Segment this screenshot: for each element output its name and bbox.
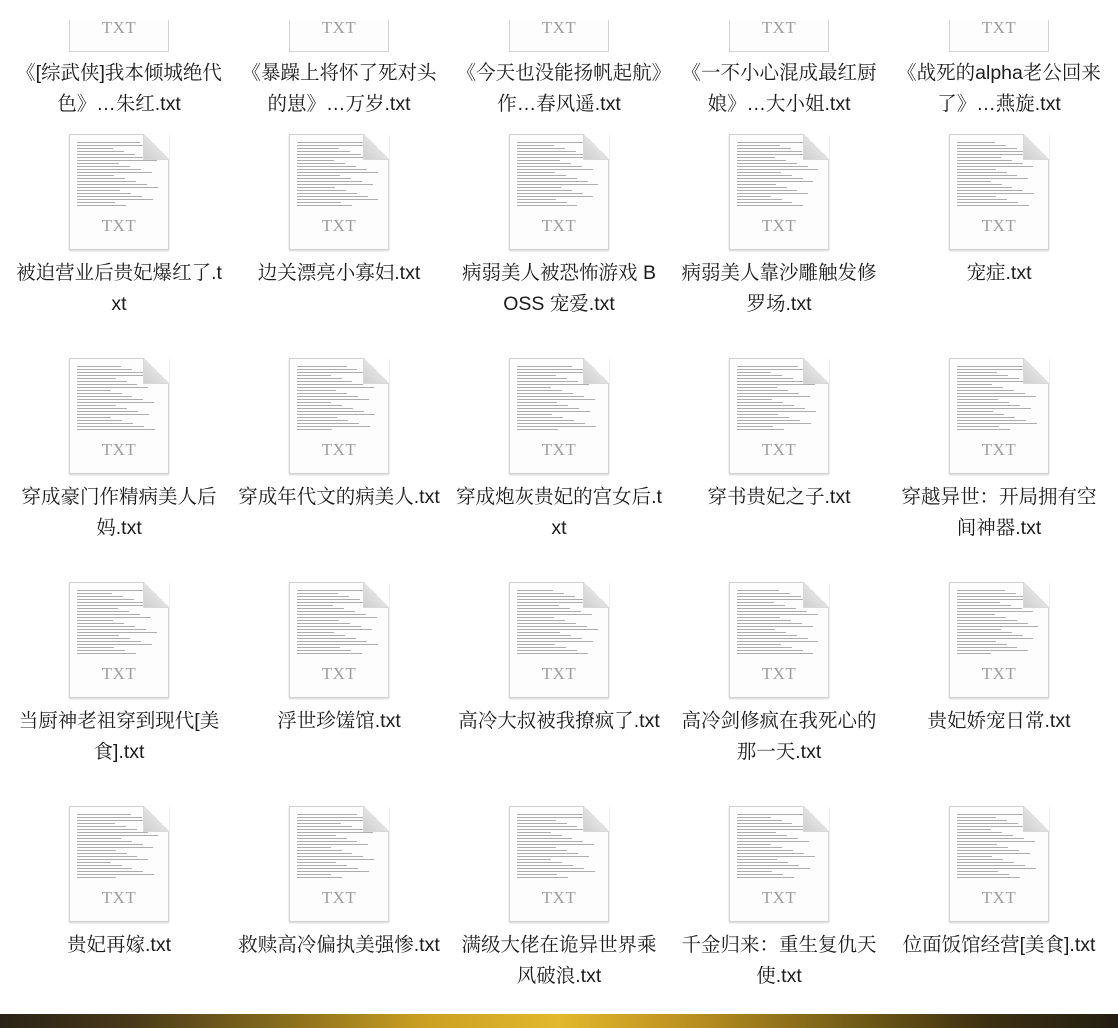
file-name-label: 千金归来：重生复仇天使.txt xyxy=(681,934,877,987)
txt-badge: TXT xyxy=(101,216,137,235)
page-fold-icon xyxy=(363,134,389,160)
text-document-icon xyxy=(729,134,829,250)
file-thumbnail[interactable] xyxy=(69,20,169,52)
txt-badge: TXT xyxy=(981,664,1017,683)
file-item[interactable] xyxy=(9,568,229,792)
file-name-label: 位面饭馆经营[美食].txt xyxy=(902,934,1096,956)
page-fold-icon xyxy=(803,806,829,832)
page-fold-icon xyxy=(143,582,169,608)
file-item[interactable] xyxy=(229,792,449,1016)
file-thumbnail[interactable] xyxy=(509,20,609,52)
page-fold-icon xyxy=(143,806,169,832)
txt-badge: TXT xyxy=(761,20,797,37)
text-document-icon xyxy=(289,20,389,52)
page-fold-icon xyxy=(803,582,829,608)
file-item[interactable] xyxy=(889,120,1109,344)
text-document-icon xyxy=(949,134,1049,250)
page-fold-icon xyxy=(1023,806,1049,832)
file-item[interactable] xyxy=(9,120,229,344)
txt-badge: TXT xyxy=(321,20,357,37)
text-document-icon xyxy=(289,134,389,250)
file-item[interactable] xyxy=(229,344,449,568)
file-name-label: 《一不小心混成最红厨娘》…大小姐.txt xyxy=(681,62,877,115)
file-thumbnail[interactable] xyxy=(69,134,169,250)
txt-badge: TXT xyxy=(981,20,1017,37)
file-thumbnail[interactable] xyxy=(509,358,609,474)
file-name-label: 穿成炮灰贵妃的宫女后.txt xyxy=(456,486,662,539)
txt-badge: TXT xyxy=(101,440,137,459)
file-item[interactable] xyxy=(449,568,669,792)
file-item[interactable] xyxy=(229,0,449,120)
page-fold-icon xyxy=(363,806,389,832)
file-name-label: 穿成豪门作精病美人后妈.txt xyxy=(21,486,217,539)
file-item[interactable] xyxy=(669,344,889,568)
file-item[interactable] xyxy=(449,792,669,1016)
text-document-icon xyxy=(509,806,609,922)
text-document-icon xyxy=(69,20,169,52)
txt-badge: TXT xyxy=(541,216,577,235)
file-item[interactable] xyxy=(889,792,1109,1016)
page-fold-icon xyxy=(1023,134,1049,160)
file-thumbnail[interactable] xyxy=(949,134,1049,250)
file-name-label: 贵妃娇宠日常.txt xyxy=(927,710,1071,732)
file-name-label: 满级大佬在诡异世界乘风破浪.txt xyxy=(461,934,657,987)
file-item[interactable] xyxy=(669,792,889,1016)
file-thumbnail[interactable] xyxy=(509,582,609,698)
text-document-icon xyxy=(509,582,609,698)
txt-badge: TXT xyxy=(761,664,797,683)
txt-badge: TXT xyxy=(321,216,357,235)
text-document-icon xyxy=(949,358,1049,474)
page-fold-icon xyxy=(363,582,389,608)
txt-badge: TXT xyxy=(101,20,137,37)
page-fold-icon xyxy=(363,358,389,384)
file-name-label: 病弱美人靠沙雕触发修罗场.txt xyxy=(681,262,877,315)
file-name-label: 当厨神老祖穿到现代[美食].txt xyxy=(18,710,220,763)
file-item[interactable] xyxy=(889,0,1109,120)
text-document-icon xyxy=(509,358,609,474)
file-item[interactable] xyxy=(449,0,669,120)
file-thumbnail[interactable] xyxy=(949,358,1049,474)
text-document-icon xyxy=(289,806,389,922)
file-thumbnail[interactable] xyxy=(949,582,1049,698)
file-thumbnail[interactable] xyxy=(509,806,609,922)
txt-badge: TXT xyxy=(321,440,357,459)
page-fold-icon xyxy=(143,358,169,384)
file-thumbnail[interactable] xyxy=(69,582,169,698)
txt-badge: TXT xyxy=(981,216,1017,235)
file-name-label: 浮世珍馐馆.txt xyxy=(277,710,401,732)
file-thumbnail[interactable] xyxy=(949,806,1049,922)
file-item[interactable] xyxy=(669,120,889,344)
txt-badge: TXT xyxy=(761,216,797,235)
file-item[interactable] xyxy=(9,0,229,120)
file-item[interactable] xyxy=(229,120,449,344)
file-name-label: 病弱美人被恐怖游戏 BOSS 宠爱.txt xyxy=(462,262,656,315)
file-thumbnail[interactable] xyxy=(949,20,1049,52)
file-name-label: 高冷剑修疯在我死心的那一天.txt xyxy=(681,710,877,763)
txt-badge: TXT xyxy=(101,664,137,683)
text-document-icon xyxy=(949,20,1049,52)
text-document-icon xyxy=(729,806,829,922)
file-item[interactable] xyxy=(889,568,1109,792)
file-name-label: 《今天也没能扬帆起航》作…春风遥.txt xyxy=(456,62,662,115)
txt-badge: TXT xyxy=(321,664,357,683)
bottom-image-strip xyxy=(0,1014,1118,1028)
file-thumbnail[interactable] xyxy=(729,582,829,698)
file-thumbnail[interactable] xyxy=(69,806,169,922)
file-name-label: 《[综武侠]我本倾城绝代色》…朱红.txt xyxy=(16,62,222,115)
text-document-icon xyxy=(69,806,169,922)
file-name-label: 救赎高冷偏执美强惨.txt xyxy=(238,934,440,956)
page-fold-icon xyxy=(803,134,829,160)
text-document-icon xyxy=(949,806,1049,922)
page-fold-icon xyxy=(583,806,609,832)
file-thumbnail[interactable] xyxy=(509,134,609,250)
text-document-icon xyxy=(289,582,389,698)
file-thumbnail[interactable] xyxy=(729,806,829,922)
file-name-label: 穿成年代文的病美人.txt xyxy=(238,486,440,508)
txt-badge: TXT xyxy=(981,888,1017,907)
page-fold-icon xyxy=(583,582,609,608)
file-name-label: 《暴躁上将怀了死对头的崽》…万岁.txt xyxy=(241,62,437,115)
page-fold-icon xyxy=(1023,582,1049,608)
file-name-label: 宠症.txt xyxy=(966,262,1032,284)
txt-badge: TXT xyxy=(761,888,797,907)
file-item[interactable] xyxy=(669,0,889,120)
file-name-label: 高冷大叔被我撩疯了.txt xyxy=(458,710,660,732)
file-thumbnail[interactable] xyxy=(289,134,389,250)
page-fold-icon xyxy=(143,134,169,160)
file-name-label: 贵妃再嫁.txt xyxy=(66,934,171,956)
text-document-icon xyxy=(289,358,389,474)
file-item[interactable] xyxy=(9,344,229,568)
file-item[interactable] xyxy=(229,568,449,792)
text-document-icon xyxy=(729,20,829,52)
txt-badge: TXT xyxy=(541,888,577,907)
txt-badge: TXT xyxy=(101,888,137,907)
page-fold-icon xyxy=(1023,358,1049,384)
text-document-icon xyxy=(69,134,169,250)
txt-badge: TXT xyxy=(541,440,577,459)
file-name-label: 边关漂亮小寡妇.txt xyxy=(257,262,421,284)
file-thumbnail[interactable] xyxy=(289,20,389,52)
txt-badge: TXT xyxy=(541,20,577,37)
text-document-icon xyxy=(729,582,829,698)
file-thumbnail[interactable] xyxy=(289,358,389,474)
file-thumbnail[interactable] xyxy=(69,358,169,474)
file-item[interactable] xyxy=(889,344,1109,568)
file-thumbnail[interactable] xyxy=(729,20,829,52)
file-thumbnail[interactable] xyxy=(729,134,829,250)
file-name-label: 《战死的alpha老公回来了》…燕旋.txt xyxy=(897,62,1101,115)
txt-badge: TXT xyxy=(541,664,577,683)
page-fold-icon xyxy=(583,134,609,160)
text-document-icon xyxy=(69,582,169,698)
text-document-icon xyxy=(949,582,1049,698)
page-fold-icon xyxy=(803,358,829,384)
file-thumbnail[interactable] xyxy=(289,806,389,922)
text-document-icon xyxy=(509,134,609,250)
txt-badge: TXT xyxy=(321,888,357,907)
file-thumbnail[interactable] xyxy=(289,582,389,698)
file-item[interactable] xyxy=(669,568,889,792)
file-item[interactable] xyxy=(449,120,669,344)
txt-badge: TXT xyxy=(761,440,797,459)
file-name-label: 穿越异世：开局拥有空间神器.txt xyxy=(901,486,1097,539)
txt-badge: TXT xyxy=(981,440,1017,459)
text-document-icon xyxy=(729,358,829,474)
file-item[interactable] xyxy=(9,792,229,1016)
text-document-icon xyxy=(509,20,609,52)
file-item[interactable] xyxy=(449,344,669,568)
file-thumbnail[interactable] xyxy=(729,358,829,474)
page-fold-icon xyxy=(583,358,609,384)
text-document-icon xyxy=(69,358,169,474)
file-name-label: 被迫营业后贵妃爆红了.txt xyxy=(16,262,222,315)
file-name-label: 穿书贵妃之子.txt xyxy=(707,486,851,508)
